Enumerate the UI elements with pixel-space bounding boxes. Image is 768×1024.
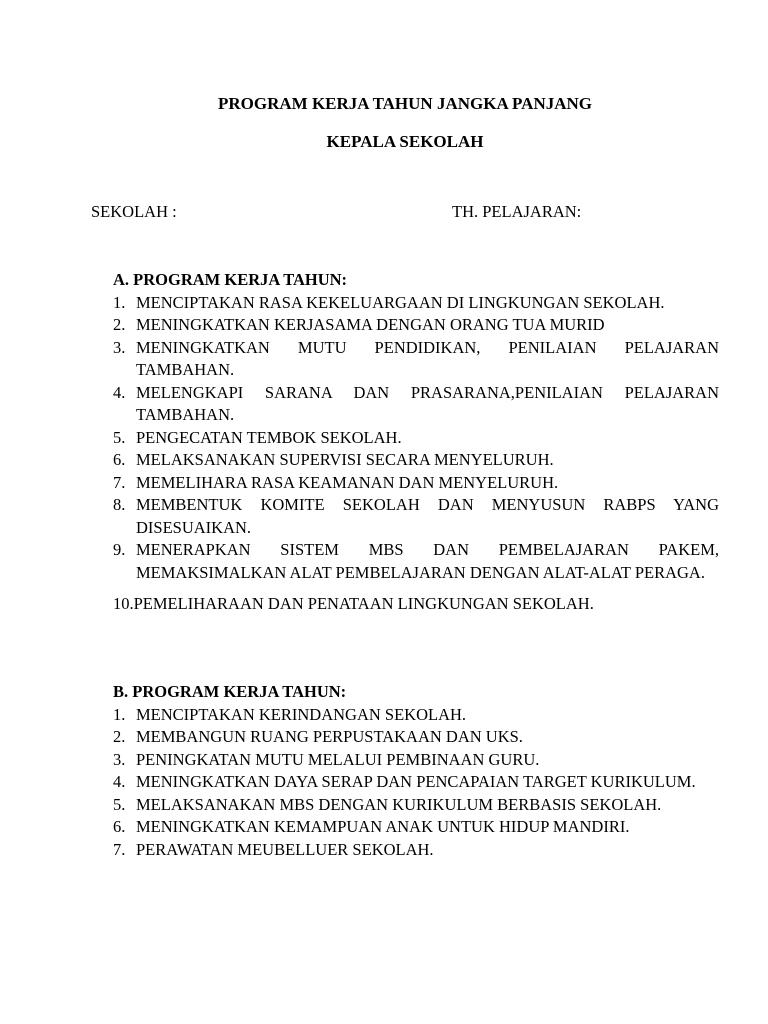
item-number: 5. (113, 427, 126, 447)
item-number: 8. (113, 495, 126, 514)
list-item (113, 816, 719, 839)
item-text: MEMBANGUN RUANG PERPUSTAKAAN DAN UKS. (136, 727, 523, 746)
item-number: 4. (113, 772, 126, 791)
item-number: 4. (113, 382, 126, 402)
item-text: PENGECATAN TEMBOK SEKOLAH. (136, 427, 402, 447)
section-b-list (113, 704, 719, 862)
list-item (113, 337, 719, 382)
list-item (113, 771, 719, 794)
item-number: 9. (113, 540, 126, 559)
item-text: MENERAPKAN SISTEM MBS DAN PEMBELAJARAN PAKEM, MEMAKSIMALKAN ALAT PEMBELAJARAN DENGAN ALAT-ALAT PERAGA. (136, 540, 719, 582)
item-text: PERAWATAN MEUBELLUER SEKOLAH. (136, 839, 434, 859)
list-item (113, 494, 719, 539)
section-b-heading: B. PROGRAM KERJA TAHUN: (113, 682, 347, 701)
item-text: MENINGKATKAN KERJASAMA DENGAN ORANG TUA MURID (136, 315, 605, 334)
list-item (113, 472, 719, 495)
section-a-list (113, 292, 719, 616)
section-a-heading: A. PROGRAM KERJA TAHUN: (113, 270, 348, 289)
item-number: 7. (113, 472, 126, 492)
list-item (113, 292, 719, 315)
school-year-label: TH. PELAJARAN: (452, 202, 582, 221)
item-number: 1. (113, 704, 126, 724)
list-item (113, 427, 719, 450)
item-number: 1. (113, 292, 126, 312)
document-title: PROGRAM KERJA TAHUN JANGKA PANJANG (218, 94, 592, 113)
item-text: MELAKSANAKAN MBS DENGAN KURIKULUM BERBASIS SEKOLAH. (136, 794, 662, 814)
item-number: 10. (113, 594, 134, 613)
item-number: 6. (113, 817, 126, 836)
list-item (113, 314, 719, 337)
item-number: 5. (113, 794, 126, 814)
item-number: 2. (113, 727, 126, 746)
list-item (113, 726, 719, 749)
item-text: PEMELIHARAAN DAN PENATAAN LINGKUNGAN SEKOLAH. (133, 594, 594, 613)
item-number: 7. (113, 839, 126, 859)
item-text: MENCIPTAKAN KERINDANGAN SEKOLAH. (136, 704, 467, 724)
list-item (113, 539, 719, 584)
item-number: 3. (113, 749, 126, 769)
item-text: MENCIPTAKAN RASA KEKELUARGAAN DI LINGKUNGAN SEKOLAH. (136, 292, 665, 312)
item-text: MELAKSANAKAN SUPERVISI SECARA MENYELURUH. (136, 450, 554, 469)
item-text: MENINGKATKAN MUTU PENDIDIKAN, PENILAIAN PELAJARAN TAMBAHAN. (136, 337, 719, 379)
school-label: SEKOLAH : (91, 202, 177, 221)
section-a (113, 269, 719, 616)
item-text: PENINGKATAN MUTU MELALUI PEMBINAAN GURU. (136, 749, 540, 769)
list-item (113, 593, 719, 616)
list-item (113, 704, 719, 727)
list-item (113, 449, 719, 472)
document-subtitle: KEPALA SEKOLAH (326, 132, 484, 151)
item-text: MENINGKATKAN DAYA SERAP DAN PENCAPAIAN TARGET KURIKULUM. (136, 772, 696, 791)
item-number: 3. (113, 337, 126, 357)
item-text: MEMELIHARA RASA KEAMANAN DAN MENYELURUH. (136, 472, 559, 492)
list-item (113, 839, 719, 862)
item-text: MENINGKATKAN KEMAMPUAN ANAK UNTUK HIDUP MANDIRI. (136, 817, 630, 836)
list-item (113, 749, 719, 772)
item-text: MELENGKAPI SARANA DAN PRASARANA,PENILAIAN PELAJARAN TAMBAHAN. (136, 382, 719, 424)
list-item (113, 382, 719, 427)
item-number: 2. (113, 315, 126, 334)
section-b (113, 681, 719, 861)
item-number: 6. (113, 450, 126, 469)
list-item (113, 794, 719, 817)
item-text: MEMBENTUK KOMITE SEKOLAH DAN MENYUSUN RABPS YANG DISESUAIKAN. (136, 495, 719, 537)
